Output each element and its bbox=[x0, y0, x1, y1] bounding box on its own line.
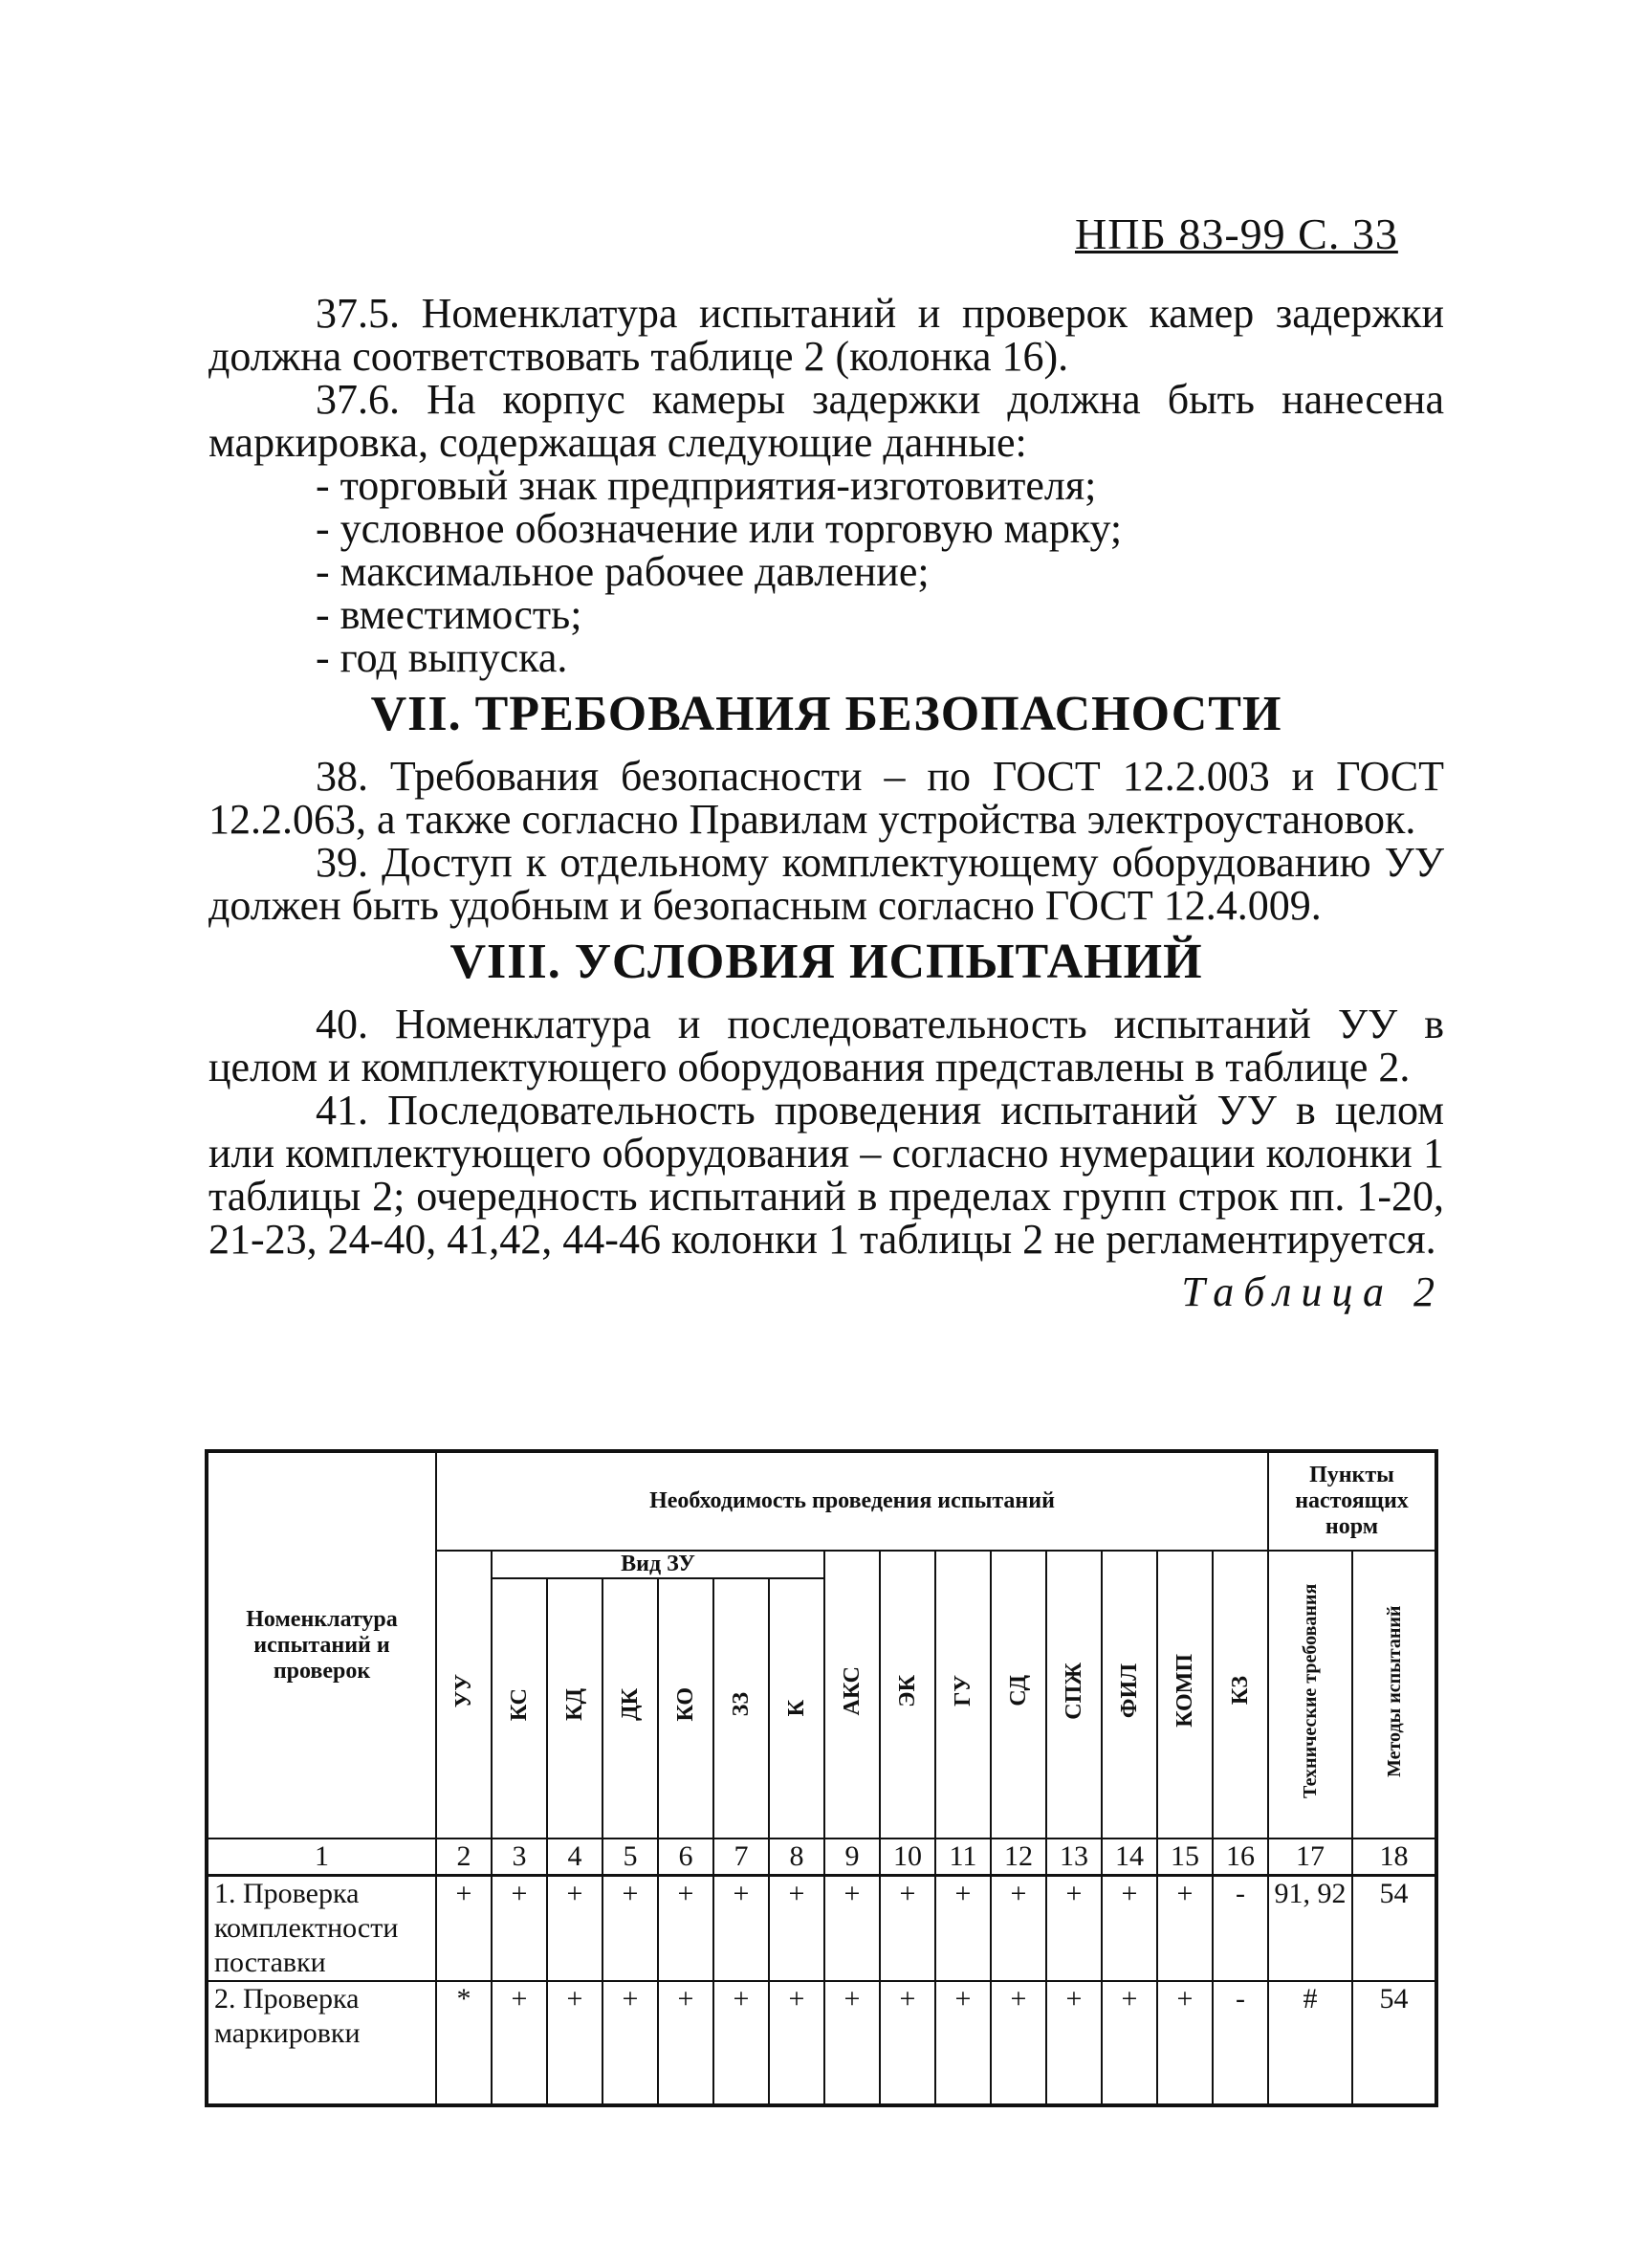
list-item: - торговый знак предприятия-изготовителя; bbox=[316, 462, 1097, 509]
col-header-kd: КД bbox=[547, 1578, 602, 1839]
table-cell: + bbox=[658, 1981, 713, 2105]
table-cell: + bbox=[824, 1876, 880, 1982]
col-number: 6 bbox=[658, 1839, 713, 1876]
col-header-kz: КЗ bbox=[1213, 1551, 1268, 1839]
table-cell: + bbox=[769, 1981, 824, 2105]
col-number: 18 bbox=[1352, 1839, 1436, 1876]
table-cell: - bbox=[1213, 1981, 1268, 2105]
col-header-gu: ГУ bbox=[935, 1551, 991, 1839]
list-item: - условное обозначение или торговую марку; bbox=[316, 505, 1123, 552]
table-cell: + bbox=[547, 1876, 602, 1982]
paragraph-40: 40. Номенклатура и последовательность испытаний УУ в целом и комплектующего оборудования представлены в таблице 2. bbox=[208, 1001, 1444, 1090]
col-header-fil: ФИЛ bbox=[1102, 1551, 1157, 1839]
table-cell: + bbox=[492, 1981, 547, 2105]
page-header: НПБ 83-99 С. 33 bbox=[1075, 209, 1398, 258]
col-header-dk: ДК bbox=[602, 1578, 658, 1839]
list-item: - год выпуска. bbox=[316, 634, 568, 681]
col-number: 8 bbox=[769, 1839, 824, 1876]
list-item: - вместимость; bbox=[316, 591, 582, 638]
table-cell: 54 bbox=[1352, 1981, 1436, 2105]
paragraph-37-6: 37.6. На корпус камеры задержки должна быть нанесена маркировка, содержащая следующие данные: bbox=[208, 376, 1444, 466]
table-cell: + bbox=[1157, 1876, 1213, 1982]
col-number: 2 bbox=[436, 1839, 492, 1876]
table-cell: + bbox=[1102, 1981, 1157, 2105]
col-header-methods: Методы испытаний bbox=[1352, 1551, 1436, 1839]
table-cell: + bbox=[880, 1981, 935, 2105]
section-heading-7: VII. ТРЕБОВАНИЯ БЕЗОПАСНОСТИ bbox=[370, 687, 1282, 741]
table-cell: + bbox=[1046, 1876, 1102, 1982]
col-number: 17 bbox=[1268, 1839, 1352, 1876]
col-number: 1 bbox=[207, 1839, 436, 1876]
col-header-nomenclature: Номенклатура испытаний и проверок bbox=[207, 1451, 436, 1839]
header-norms: Пункты настоящих норм bbox=[1268, 1451, 1436, 1551]
col-header-ks: КС bbox=[492, 1578, 547, 1839]
col-header-aks: АКС bbox=[824, 1551, 880, 1839]
col-header-uu: УУ bbox=[436, 1551, 492, 1839]
table-cell: + bbox=[713, 1876, 769, 1982]
table-cell: + bbox=[1157, 1981, 1213, 2105]
row-name: 1. Проверка комплектности поставки bbox=[207, 1876, 436, 1982]
table-row bbox=[207, 1981, 1436, 2105]
col-number: 13 bbox=[1046, 1839, 1102, 1876]
col-header-k: К bbox=[769, 1578, 824, 1839]
table-cell: + bbox=[602, 1981, 658, 2105]
document-body bbox=[208, 292, 1444, 1325]
col-header-zz: ЗЗ bbox=[713, 1578, 769, 1839]
col-header-sd: СД bbox=[991, 1551, 1046, 1839]
column-number-row bbox=[207, 1839, 1436, 1876]
header-necessity: Необходимость проведения испытаний bbox=[436, 1451, 1268, 1551]
header-vid-zu: Вид ЗУ bbox=[492, 1551, 824, 1578]
table-cell: + bbox=[1102, 1876, 1157, 1982]
table-cell: + bbox=[1046, 1981, 1102, 2105]
table-cell: + bbox=[991, 1981, 1046, 2105]
col-number: 10 bbox=[880, 1839, 935, 1876]
col-header-ko: КО bbox=[658, 1578, 713, 1839]
table-cell: + bbox=[991, 1876, 1046, 1982]
col-number: 5 bbox=[602, 1839, 658, 1876]
table-cell: # bbox=[1268, 1981, 1352, 2105]
table-cell: + bbox=[492, 1876, 547, 1982]
col-header-komp: КОМП bbox=[1157, 1551, 1213, 1839]
col-header-ek: ЭК bbox=[880, 1551, 935, 1839]
table-cell: + bbox=[880, 1876, 935, 1982]
table-row bbox=[207, 1876, 1436, 1982]
col-number: 12 bbox=[991, 1839, 1046, 1876]
col-number: 3 bbox=[492, 1839, 547, 1876]
table-cell: + bbox=[935, 1876, 991, 1982]
col-number: 15 bbox=[1157, 1839, 1213, 1876]
col-number: 14 bbox=[1102, 1839, 1157, 1876]
col-number: 16 bbox=[1213, 1839, 1268, 1876]
row-name: 2. Проверка маркировки bbox=[207, 1981, 436, 2105]
section-heading-8: VIII. УСЛОВИЯ ИСПЫТАНИЙ bbox=[449, 935, 1203, 989]
table-cell: + bbox=[769, 1876, 824, 1982]
col-header-spzh: СПЖ bbox=[1046, 1551, 1102, 1839]
tests-table bbox=[205, 1449, 1438, 2107]
table-cell: + bbox=[935, 1981, 991, 2105]
paragraph-41: 41. Последовательность проведения испытаний УУ в целом или комплектующего оборудования – согласно нумерации колонки 1 таблицы 2; очередность испытаний в пределах групп строк пп. 1-20, 21-23, 24-40, 41,42, 44-46 колонки 1 таблицы 2 не регламентируется. bbox=[208, 1087, 1444, 1263]
col-number: 4 bbox=[547, 1839, 602, 1876]
paragraph-37-5: 37.5. Номенклатура испытаний и проверок камер задержки должна соответствовать таблице 2 (колонка 16). bbox=[208, 290, 1444, 380]
table-caption: Таблица 2 bbox=[1181, 1268, 1444, 1315]
col-number: 7 bbox=[713, 1839, 769, 1876]
table-cell: + bbox=[547, 1981, 602, 2105]
table-cell: + bbox=[436, 1876, 492, 1982]
table-cell: + bbox=[824, 1981, 880, 2105]
paragraph-39: 39. Доступ к отдельному комплектующему оборудованию УУ должен быть удобным и безопасным согласно ГОСТ 12.4.009. bbox=[208, 839, 1444, 929]
col-number: 9 bbox=[824, 1839, 880, 1876]
paragraph-38: 38. Требования безопасности – по ГОСТ 12.2.003 и ГОСТ 12.2.063, а также согласно Правилам устройства электроустановок. bbox=[208, 753, 1444, 843]
table-cell: 54 bbox=[1352, 1876, 1436, 1982]
table-cell: + bbox=[658, 1876, 713, 1982]
table-cell: * bbox=[436, 1981, 492, 2105]
table-cell: + bbox=[602, 1876, 658, 1982]
table-cell: 91, 92 bbox=[1268, 1876, 1352, 1982]
col-number: 11 bbox=[935, 1839, 991, 1876]
list-item: - максимальное рабочее давление; bbox=[316, 548, 930, 595]
table-cell: + bbox=[713, 1981, 769, 2105]
table-cell: - bbox=[1213, 1876, 1268, 1982]
col-header-tech-req: Технические требования bbox=[1268, 1551, 1352, 1839]
